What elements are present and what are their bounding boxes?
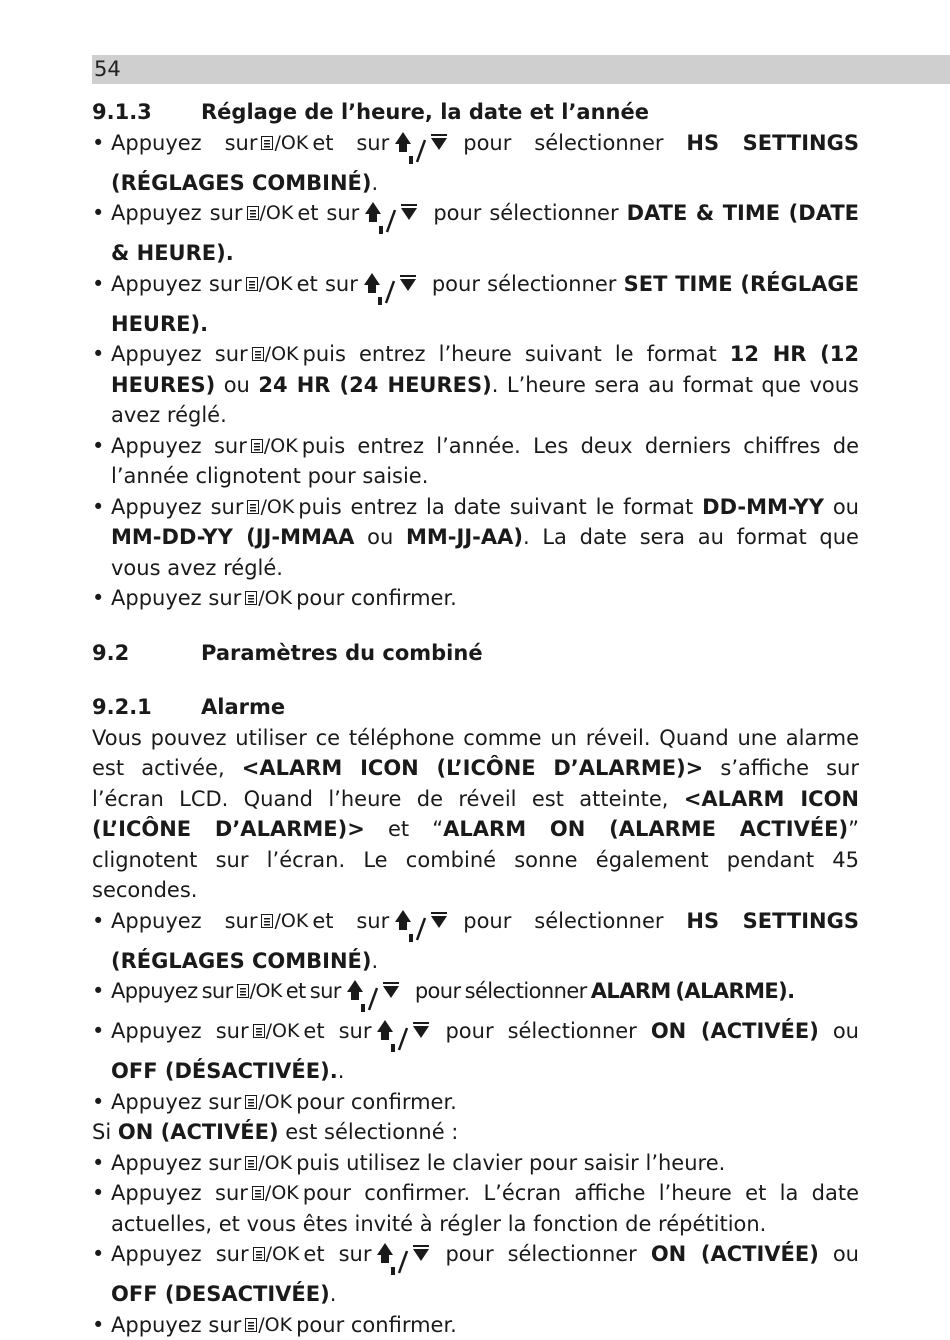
text: et sur: [297, 201, 359, 225]
text: 12 HR (12 HEURES): [111, 342, 859, 397]
text: ALARM ON (ALARME ACTIVÉE): [443, 817, 848, 841]
condition-line: [92, 1117, 859, 1148]
list-item: [92, 1087, 859, 1118]
text: SET TIME (RÉGLAGE HEURE).: [111, 272, 859, 336]
text: et sur: [286, 979, 341, 1003]
text: ou: [833, 1242, 859, 1266]
list-item: [92, 339, 859, 431]
section-title: Réglage de l’heure, la date et l’année: [201, 100, 649, 124]
text: et sur: [303, 1019, 371, 1043]
list-item: [92, 583, 859, 614]
section-9-2-1-heading: [92, 692, 859, 723]
text: Appuyez sur: [111, 1242, 249, 1266]
text: pour sélectionner: [445, 1019, 636, 1043]
spacer: [92, 668, 859, 692]
text: Appuyez sur: [111, 272, 242, 296]
text: et sur: [312, 131, 389, 155]
text: 24 HR (24 HEURES): [258, 373, 491, 397]
list-item: [92, 1016, 859, 1087]
section-title: Alarme: [201, 695, 285, 719]
text: .: [372, 949, 379, 973]
list-item: [92, 431, 859, 492]
menu-ok-icon: /OK: [251, 431, 298, 462]
menu-ok-icon: /OK: [245, 1310, 292, 1340]
text: ” clignotent sur l’écran. Le combiné sonne également pendant 45 secondes.: [92, 817, 859, 902]
text: pour sélectionner: [463, 131, 663, 155]
text: MM-JJ-AA): [406, 525, 523, 549]
text: Appuyez sur: [111, 1181, 248, 1205]
text: Appuyez sur: [111, 342, 248, 366]
list-item: [92, 1178, 859, 1239]
page-number: 54: [94, 57, 121, 81]
menu-ok-icon: /OK: [247, 198, 294, 229]
menu-ok-icon: /OK: [261, 128, 308, 159]
text: HS SETTINGS (RÉGLAGES COMBINÉ): [111, 131, 859, 195]
page-content: [92, 97, 859, 1340]
text: . L’heure sera au format que vous avez réglé.: [111, 373, 859, 428]
text: Appuyez sur: [111, 909, 257, 933]
text: . La date sera au format que vous avez réglé.: [111, 525, 859, 580]
text: .: [338, 1059, 345, 1083]
text: ON (ACTIVÉE): [651, 1019, 819, 1043]
text: Appuyez sur: [111, 1019, 249, 1043]
intro-paragraph: [92, 723, 859, 906]
text: ou: [224, 373, 250, 397]
menu-ok-icon: /OK: [252, 339, 299, 370]
text: est sélectionné :: [285, 1120, 458, 1144]
menu-ok-icon: /OK: [245, 1087, 292, 1118]
text: Si: [92, 1120, 111, 1144]
text: Appuyez sur: [111, 979, 233, 1003]
text: s’affiche sur l’écran LCD. Quand l’heure de réveil est atteinte,: [92, 756, 859, 811]
up-down-arrows-icon: [395, 906, 457, 946]
text: ALARM (ALARME).: [591, 979, 795, 1003]
list-item: [92, 976, 859, 1016]
list-item: [92, 1310, 859, 1340]
text: pour confirmer.: [296, 1313, 457, 1337]
up-down-arrows-icon: [364, 269, 426, 309]
section-number: 9.2.1: [92, 692, 201, 723]
up-down-arrows-icon: [347, 976, 409, 1016]
text: .: [372, 171, 379, 195]
menu-ok-icon: /OK: [245, 1148, 292, 1179]
menu-ok-icon: /OK: [247, 492, 294, 523]
text: et sur: [303, 1242, 371, 1266]
text: pour confirmer. L’écran affiche l’heure et la date actuelles, et vous êtes invité à régler la fonction de répétition.: [111, 1181, 859, 1236]
menu-ok-icon: /OK: [246, 269, 293, 300]
list-item: [92, 128, 859, 199]
text: Appuyez sur: [111, 201, 243, 225]
list-item: [92, 269, 859, 340]
text: ou: [367, 525, 393, 549]
text: Appuyez sur: [111, 434, 247, 458]
list-item: [92, 492, 859, 584]
text: HS SETTINGS (RÉGLAGES COMBINÉ): [111, 909, 859, 973]
section-number: 9.1.3: [92, 97, 201, 128]
section-number: 9.2: [92, 638, 201, 669]
text: Appuyez sur: [111, 495, 243, 519]
text: Appuyez sur: [111, 586, 241, 610]
text: pour sélectionner: [433, 201, 618, 225]
text: pour sélectionner: [415, 979, 587, 1003]
text: pour sélectionner: [432, 272, 617, 296]
text: pour sélectionner: [445, 1242, 636, 1266]
text: et sur: [312, 909, 389, 933]
spacer: [92, 614, 859, 638]
page-header-bar: [92, 55, 950, 84]
text: pour sélectionner: [463, 909, 663, 933]
text: OFF (DESACTIVÉE): [111, 1282, 330, 1306]
text: OFF (DÉSACTIVÉE).: [111, 1059, 338, 1083]
text: Appuyez sur: [111, 131, 257, 155]
text: puis utilisez le clavier pour saisir l’heure.: [296, 1151, 725, 1175]
text: Vous pouvez utiliser ce téléphone comme un réveil. Quand une alarme est activée,: [92, 726, 859, 781]
text: puis entrez l’heure suivant le format: [303, 342, 717, 366]
text: ON (ACTIVÉE): [651, 1242, 819, 1266]
text: ON (ACTIVÉE): [118, 1120, 279, 1144]
text: DD-MM-YY: [702, 495, 824, 519]
section-9-1-3-heading: [92, 97, 859, 128]
up-down-arrows-icon: [377, 1016, 439, 1056]
list-item: [92, 198, 859, 269]
text: Appuyez sur: [111, 1090, 241, 1114]
menu-ok-icon: /OK: [253, 1016, 300, 1047]
section-title: Paramètres du combiné: [201, 641, 483, 665]
text: ou: [833, 495, 859, 519]
text: DATE & TIME (DATE & HEURE).: [111, 201, 859, 265]
up-down-arrows-icon: [365, 198, 427, 238]
text: <ALARM ICON (L’ICÔNE D’ALARME)>: [92, 787, 859, 842]
list-item: [92, 1148, 859, 1179]
menu-ok-icon: /OK: [253, 1239, 300, 1270]
menu-ok-icon: /OK: [237, 976, 282, 1007]
up-down-arrows-icon: [395, 128, 457, 168]
text: puis entrez la date suivant le format: [298, 495, 693, 519]
menu-ok-icon: /OK: [252, 1178, 299, 1209]
text: et sur: [297, 272, 358, 296]
section-9-2-heading: [92, 638, 859, 669]
text: Appuyez sur: [111, 1151, 241, 1175]
text: ou: [833, 1019, 859, 1043]
text: puis entrez l’année. Les deux derniers chiffres de l’année clignotent pour saisie.: [111, 434, 859, 489]
list-item: [92, 1239, 859, 1310]
text: Appuyez sur: [111, 1313, 241, 1337]
text: pour confirmer.: [296, 1090, 457, 1114]
text: pour confirmer.: [296, 586, 457, 610]
up-down-arrows-icon: [377, 1239, 439, 1279]
text: .: [330, 1282, 337, 1306]
menu-ok-icon: /OK: [261, 906, 308, 937]
text: <ALARM ICON (L’ICÔNE D’ALARME)>: [242, 756, 704, 780]
text: et “: [388, 817, 443, 841]
menu-ok-icon: /OK: [245, 583, 292, 614]
list-item: [92, 906, 859, 977]
text: MM-DD-YY (JJ-MMAA: [111, 525, 354, 549]
